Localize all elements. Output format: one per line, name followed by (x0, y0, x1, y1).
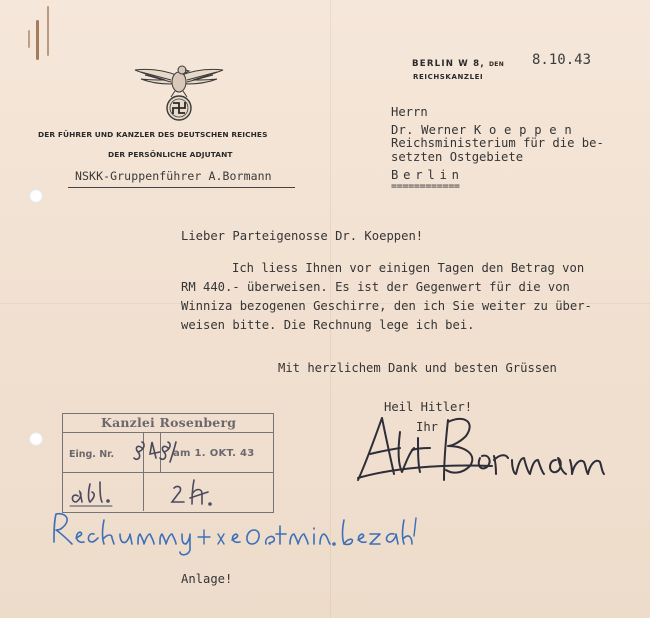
body-line: Winniza bezogenen Geschirre, den ich Sie weiter zu über- (181, 299, 592, 313)
letterhead-rule (68, 187, 295, 188)
stamp-date: am 1. OKT. 43 (173, 448, 255, 459)
recipient-city: Berlin (391, 168, 464, 182)
eagle-emblem-icon (131, 58, 227, 124)
letterhead-subtitle: DER PERSÖNLICHE ADJUTANT (108, 150, 233, 159)
letter-greeting: Heil Hitler! (384, 400, 473, 414)
letterhead-title: DER FÜHRER UND KANZLER DES DEUTSCHEN REICHES (38, 130, 268, 139)
signature-mark (352, 408, 622, 488)
place-den-text: DEN (489, 61, 505, 68)
place-city-text: BERLIN W 8, (412, 59, 485, 69)
stamp-handwriting (60, 432, 280, 514)
recipient-city-underline: ============ (391, 181, 460, 192)
place-city (412, 59, 504, 69)
stamp-eingang-label: Eing. Nr. (69, 449, 115, 460)
handwritten-note (48, 508, 418, 558)
body-line: Ich liess Ihnen vor einigen Tagen den Betrag von (232, 261, 585, 275)
rust-stain (28, 30, 30, 48)
recipient-salutation: Herrn (391, 105, 428, 119)
body-line: weisen bitte. Die Rechnung lege ich bei. (181, 318, 475, 332)
letter-closing: Mit herzlichem Dank und besten Grüssen (278, 361, 557, 375)
body-line: RM 440.- überweisen. Es ist der Gegenwert für die von (181, 280, 570, 294)
recipient-ministry-line2: setzten Ostgebiete (391, 150, 524, 164)
rust-stain (47, 6, 49, 56)
letterhead-sender: NSKK-Gruppenführer A.Bormann (75, 169, 272, 183)
letter-ihr: Ihr (416, 420, 439, 434)
stamp-title: Kanzlei Rosenberg (101, 415, 237, 430)
letter-salutation: Lieber Parteigenosse Dr. Koeppen! (181, 229, 424, 243)
place-office: REICHSKANZLEI (413, 73, 484, 81)
recipient-name: Dr. Werner K o e p p e n (391, 123, 572, 137)
punch-hole (29, 432, 43, 446)
enclosure-note: Anlage! (181, 572, 233, 586)
letter-date: 8.10.43 (532, 52, 592, 68)
punch-hole (29, 189, 43, 203)
recipient-ministry-line1: Reichsministerium für die be- (391, 136, 604, 150)
rust-stain (36, 20, 39, 60)
